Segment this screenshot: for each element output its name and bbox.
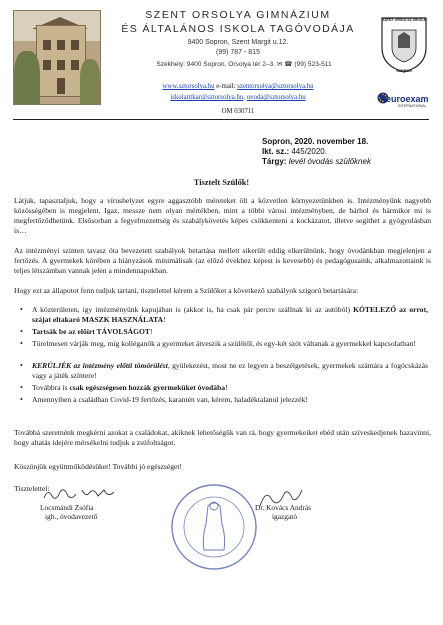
euroexam-sub: INTERNATIONAL (398, 104, 427, 108)
email-link-secretary[interactable]: iskolatitkar@sztorsolya.hu (170, 94, 244, 101)
email-link-main[interactable]: szentorsolya@sztorsolya.hu (237, 83, 314, 90)
paragraph-5: Köszönjük együttműködésüket! További jó egészséget! (14, 462, 183, 471)
date: Sopron, 2020. november 18. (262, 137, 369, 146)
signatory-left-name: Locsmándi Zsófia (40, 503, 94, 512)
paragraph-3: Hogy ezt az állapotot fenn tudjuk tartani, tisztelettel kérem a Szülőket a következő szabályok szigorú betartására: (14, 286, 359, 295)
official-stamp-icon (170, 480, 258, 575)
paragraph-1: Látjuk, tapasztaljuk, hogy a vírushelyzet egyre aggasztóbb méreteket ölt a közvetlen környezetünkben is. Intézményünk nagyobb közösségében is megjelent. Igaz, messze nem olyan mértékben, mint a többi városi intézményben, de bárhol és bármikor mi is megfertőződhetünk. Elsősorban a fegyelmezettség és szabálykövetés képes csökkenteni a kockázatot, illetve segíthet a gyógyulásban is… (14, 196, 431, 235)
phone: (99) 787 - 815 (216, 49, 260, 56)
signatory-left-role: igh., óvodavezető (45, 512, 98, 521)
school-crest-icon (378, 14, 430, 74)
header-divider (13, 119, 429, 120)
address: 9400 Sopron, Szent Margit u.12. (187, 39, 289, 46)
links-line2: iskolatitkar@sztorsolya.hu, ovoda@sztorsolya.hu (170, 94, 306, 101)
signatory-right-name: Dr. Kovács András (255, 503, 312, 512)
om-number: OM 030711 (221, 108, 255, 115)
subject: Tárgy: levél óvodás szülőknek (262, 157, 371, 166)
links-line1 (106, 83, 370, 90)
euroexam-logo: euroexam (386, 94, 429, 104)
crest-text: SZENT ORSOLYA ISKOLA (381, 18, 427, 22)
website-link[interactable]: www.sztorsolya.hu (162, 83, 215, 90)
school-name-line2: ÉS ÁLTALÁNOS ISKOLA TAGÓVODÁJA (121, 23, 355, 35)
email-link-kindergarten[interactable]: ovoda@sztorsolya.hu (246, 94, 306, 101)
signatory-right-role: igazgató (272, 512, 298, 521)
school-building-photo (13, 10, 101, 105)
email-label: e-mail: (216, 83, 236, 90)
seat-address: Székhely: 9400 Sopron, Orsolya tér 2–3. ✉ ☎ (99) 523-511 (156, 61, 332, 68)
signature-left-icon (42, 484, 122, 504)
crest-city: SOPRON (396, 69, 412, 73)
paragraph-2: Az intézményi szinten tavasz óta bevezetett szabályok betartása mellett sikerült eddig elkerülnünk, hogy óvodánkban megjelenjen a fertőzés. A gyermekek körében a hiányzások minimálisak (az előző évekhez képest is kevesebb) és pedagógusaink, alkalmazottaink is teljes létszámban vannak jelen a mindennapokban. (14, 246, 431, 275)
closing: Tisztelettel: (14, 484, 50, 493)
greeting: Tisztelt Szülők! (193, 178, 250, 187)
paragraph-4: Továbbá szeretnénk megkérni azokat a családokat, akiknek lehetőségük van rá, hogy gyermekeiket ebéd után szíveskedjenek hazavinni, hogy altatás idejére mérsékelni tudjuk a zsúfoltságot. (14, 428, 431, 447)
school-name-line1: SZENT ORSOLYA GIMNÁZIUM (145, 9, 331, 21)
reference-number: Ikt. sz.: 445/2020. (262, 147, 327, 156)
